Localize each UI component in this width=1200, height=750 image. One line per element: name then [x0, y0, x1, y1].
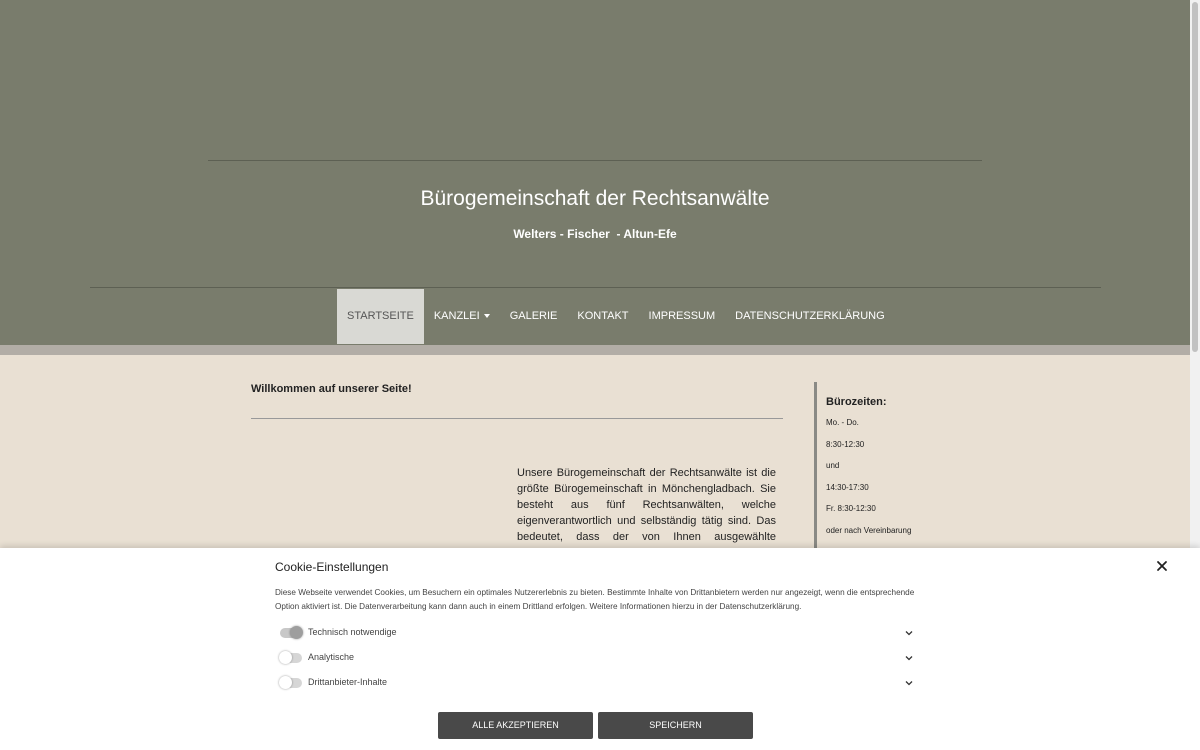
accept-all-button[interactable]: ALLE AKZEPTIEREN [438, 712, 593, 739]
cookie-banner [0, 548, 1200, 750]
cookie-option-technisch[interactable] [280, 626, 915, 642]
sidebar-accent-line [814, 382, 817, 548]
cookie-description: Diese Webseite verwendet Cookies, um Besuchern ein optimales Nutzererlebnis zu bieten. Bestimmte Inhalte von Drittanbietern werden nur angezeigt, wenn die entsprechende Option aktiviert ist. Die Datenverarbeitung kann dann auch in einem Drittland erfolgen. Weitere Informationen hierzu in der Datenschutzerklärung. [275, 588, 915, 611]
header-divider-bottom [90, 287, 1101, 288]
cookie-option-label: Technisch notwendige [308, 627, 397, 637]
site-title: Bürogemeinschaft der Rechtsanwälte [420, 187, 770, 210]
cookie-option-label: Drittanbieter-Inhalte [308, 677, 388, 687]
header-divider-top [208, 160, 982, 161]
close-icon[interactable] [1152, 556, 1172, 576]
nav-item-datenschutz[interactable]: DATENSCHUTZERKLÄRUNG [735, 310, 885, 322]
welcome-heading: Willkommen auf unserer Seite! [251, 383, 412, 395]
nav-item-kanzlei-label: KANZLEI [433, 310, 480, 322]
chevron-down-icon[interactable] [904, 653, 914, 663]
office-hours-line: Fr. 8:30-12:30 [826, 504, 876, 514]
office-hours-line: 14:30-17:30 [826, 482, 869, 492]
content-divider [251, 418, 783, 419]
office-hours-line: Mo. - Do. [826, 418, 859, 427]
main-nav [337, 289, 895, 344]
toggle-switch[interactable] [280, 653, 302, 663]
cookie-option-analytische[interactable] [280, 651, 915, 667]
nav-item-kontakt[interactable]: KONTAKT [577, 310, 629, 322]
toggle-switch[interactable] [280, 678, 302, 688]
office-hours-line: und [826, 461, 840, 471]
nav-item-impressum[interactable]: IMPRESSUM [648, 310, 716, 322]
site-subtitle: Welters - Fischer - Altun-Efe [513, 227, 677, 241]
save-button[interactable]: SPEICHERN [598, 712, 753, 739]
header-band [0, 345, 1190, 355]
nav-item-kanzlei[interactable] [424, 289, 500, 344]
cookie-title: Cookie-Einstellungen [275, 560, 389, 574]
office-hours [826, 396, 946, 548]
scrollbar-thumb[interactable] [1192, 2, 1198, 352]
caret-down-icon [484, 314, 490, 318]
cookie-option-drittanbieter[interactable] [280, 676, 915, 692]
chevron-down-icon[interactable] [904, 628, 914, 638]
intro-paragraph: Unsere Bürogemeinschaft der Rechtsanwälte ist die größte Bürogemeinschaft in Mönchengladbach. Sie besteht aus fünf Rechtsanwälten, welche eigenverantwortlich und selbständig tätig sind. Das bedeutet, dass der von Ihnen ausgewählte [517, 467, 776, 543]
nav-item-galerie[interactable]: GALERIE [509, 310, 558, 322]
nav-item-startseite[interactable]: STARTSEITE [337, 289, 424, 344]
cookie-option-label: Analytische [308, 652, 355, 662]
chevron-down-icon[interactable] [904, 678, 914, 688]
office-hours-line: oder nach Vereinbarung [826, 525, 912, 535]
toggle-switch[interactable] [280, 628, 302, 638]
office-hours-line: 8:30-12:30 [826, 439, 865, 449]
office-hours-title: Bürozeiten: [826, 396, 887, 408]
